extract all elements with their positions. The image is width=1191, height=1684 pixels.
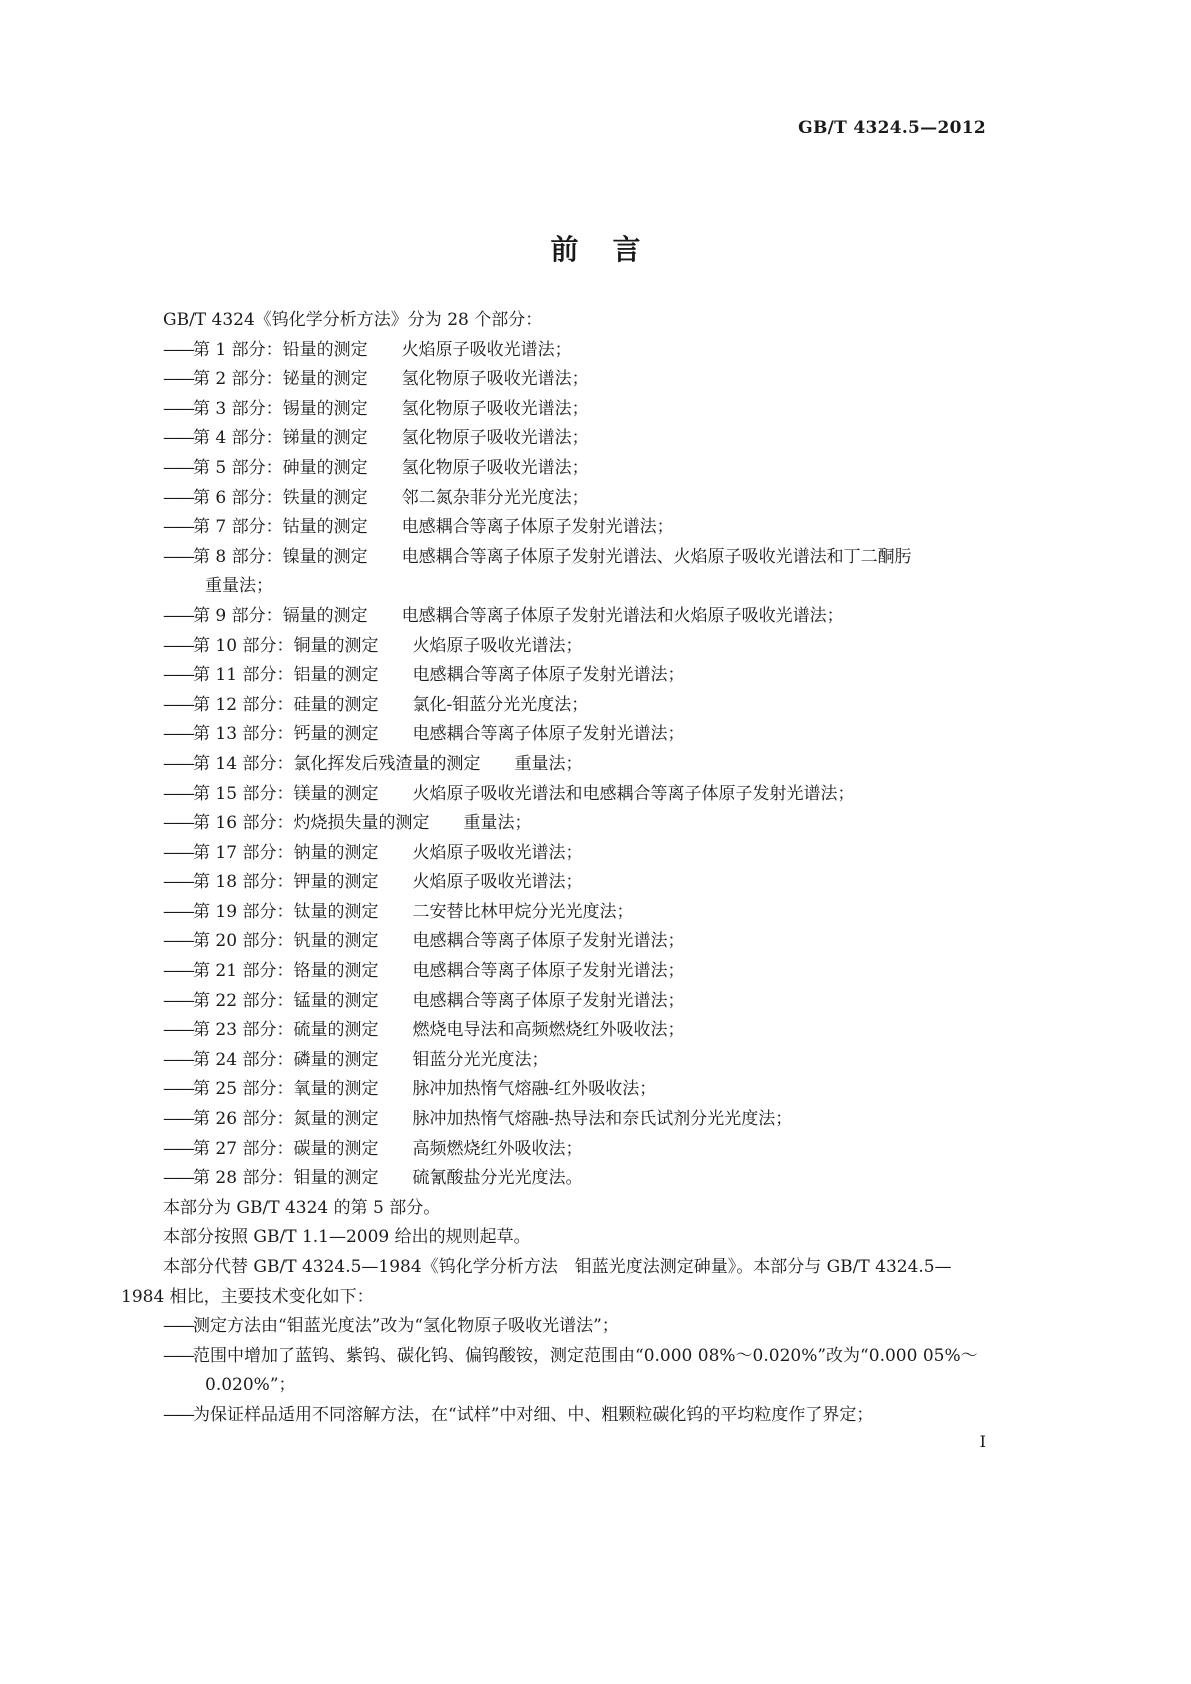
- dash-marker: ——: [163, 457, 193, 478]
- dash-marker: ——: [163, 694, 193, 715]
- dash-marker: ——: [163, 724, 193, 745]
- dash-marker: ——: [163, 1109, 193, 1130]
- intro-paragraph: GB/T 4324《钨化学分析方法》分为 28 个部分：: [163, 310, 543, 330]
- dash-marker: ——: [163, 1404, 193, 1425]
- part-item: [163, 691, 985, 721]
- part-label: 第 12 部分：硅量的测定: [193, 694, 379, 715]
- part-label: 第 22 部分：锰量的测定: [193, 990, 379, 1011]
- dash-marker: ——: [163, 339, 193, 360]
- dash-marker: ——: [163, 1049, 193, 1070]
- replace-paragraph-line: 1984 相比，主要技术变化如下：: [121, 1286, 374, 1307]
- part-item: [163, 1016, 985, 1046]
- part-label: 第 26 部分：氮量的测定: [193, 1109, 379, 1130]
- dash-marker: ——: [163, 605, 193, 626]
- part-method: 氢化物原子吸收光谱法；: [401, 398, 589, 419]
- part-item: [163, 484, 985, 514]
- dash-marker: ——: [163, 1316, 193, 1337]
- part-method: 脉冲加热惰气熔融-热导法和奈氏试剂分光光度法；: [412, 1109, 793, 1130]
- dash-marker: ——: [163, 990, 193, 1011]
- part-item: [163, 750, 985, 780]
- part-item: [163, 602, 985, 632]
- part-method: 电感耦合等离子体原子发射光谱法；: [412, 990, 685, 1011]
- dash-marker: ——: [163, 1079, 193, 1100]
- part-method: 氢化物原子吸收光谱法；: [401, 428, 589, 449]
- part-method: 火焰原子吸收光谱法和电感耦合等离子体原子发射光谱法；: [412, 783, 855, 804]
- part-method: 高频燃烧红外吸收法；: [412, 1138, 583, 1159]
- parts-list: [163, 336, 985, 1194]
- dash-marker: ——: [163, 546, 193, 567]
- part-label: 第 1 部分：铅量的测定: [193, 339, 368, 360]
- part-method: 氢化物原子吸收光谱法；: [401, 369, 589, 390]
- paragraphs: [163, 1194, 985, 1253]
- part-method: 邻二氮杂菲分光光度法；: [401, 487, 589, 508]
- part-item: [163, 395, 985, 425]
- part-method: 电感耦合等离子体原子发射光谱法；: [401, 517, 674, 538]
- part-item: [163, 809, 985, 839]
- paragraph: 本部分按照 GB/T 1.1—2009 给出的规则起草。: [163, 1227, 531, 1248]
- part-item: [163, 720, 985, 750]
- dash-marker: ——: [163, 1020, 193, 1041]
- part-item: [163, 661, 985, 691]
- dash-marker: ——: [163, 635, 193, 656]
- change-text: 为保证样品适用不同溶解方法，在“试样”中对细、中、粗颗粒碳化钨的平均粒度作了界定；: [193, 1404, 874, 1425]
- paragraph: 本部分为 GB/T 4324 的第 5 部分。: [163, 1197, 441, 1218]
- page-title: 前言: [550, 233, 675, 266]
- part-method: 电感耦合等离子体原子发射光谱法；: [412, 931, 685, 952]
- dash-marker: ——: [163, 842, 193, 863]
- part-item: [163, 987, 985, 1017]
- standard-number: GB/T 4324.5—2012: [798, 118, 986, 138]
- part-method: 氢化物原子吸收光谱法；: [401, 457, 589, 478]
- part-method: 重量法；: [463, 813, 532, 834]
- part-item: [163, 336, 985, 366]
- part-method: 电感耦合等离子体原子发射光谱法和火焰原子吸收光谱法；: [401, 605, 844, 626]
- part-method: 火焰原子吸收光谱法；: [412, 635, 583, 656]
- dash-marker: ——: [163, 783, 193, 804]
- part-label: 第 4 部分：锑量的测定: [193, 428, 368, 449]
- part-label: 第 5 部分：砷量的测定: [193, 457, 368, 478]
- part-item: [163, 632, 985, 662]
- change-item: [163, 1312, 985, 1342]
- part-method: 火焰原子吸收光谱法；: [412, 872, 583, 893]
- part-label: 第 9 部分：镉量的测定: [193, 605, 368, 626]
- part-method: 钼蓝分光光度法；: [412, 1049, 549, 1070]
- part-item: [163, 780, 985, 810]
- part-item: [163, 365, 985, 395]
- part-label: 第 11 部分：铝量的测定: [193, 665, 379, 686]
- part-method: 燃烧电导法和高频燃烧红外吸收法；: [412, 1020, 685, 1041]
- part-method: 火焰原子吸收光谱法；: [401, 339, 572, 360]
- part-item: [163, 868, 985, 898]
- changes-list: [163, 1312, 985, 1430]
- dash-marker: ——: [163, 1138, 193, 1159]
- dash-marker: ——: [163, 872, 193, 893]
- part-label: 第 18 部分：钾量的测定: [193, 872, 379, 893]
- part-method: 电感耦合等离子体原子发射光谱法；: [412, 665, 685, 686]
- part-item: [163, 454, 985, 484]
- part-method: 脉冲加热惰气熔融-红外吸收法；: [412, 1079, 657, 1100]
- part-label: 第 20 部分：钒量的测定: [193, 931, 379, 952]
- part-item: [163, 424, 985, 454]
- change-item: [163, 1342, 985, 1372]
- replace-paragraph-line: 本部分代替 GB/T 4324.5—1984《钨化学分析方法 钼蓝光度法测定砷量》。本部分与 GB/T 4324.5—: [163, 1257, 952, 1277]
- part-label: 第 15 部分：镁量的测定: [193, 783, 379, 804]
- dash-marker: ——: [163, 517, 193, 538]
- part-item: [163, 898, 985, 928]
- part-label: 第 14 部分：氯化挥发后残渣量的测定: [193, 753, 481, 774]
- dash-marker: ——: [163, 1168, 193, 1189]
- part-label: 第 8 部分：镍量的测定: [193, 546, 368, 567]
- part-item: [163, 1105, 985, 1135]
- dash-marker: ——: [163, 1345, 193, 1366]
- part-item: [163, 513, 985, 543]
- part-method: 氯化-钼蓝分光光度法；: [412, 694, 589, 715]
- change-text: 测定方法由“钼蓝光度法”改为“氢化物原子吸收光谱法”；: [193, 1316, 619, 1337]
- part-label: 第 28 部分：钼量的测定: [193, 1168, 379, 1189]
- part-label: 第 17 部分：钠量的测定: [193, 842, 379, 863]
- part-label: 第 24 部分：磷量的测定: [193, 1049, 379, 1070]
- part-label: 第 6 部分：铁量的测定: [193, 487, 368, 508]
- dash-marker: ——: [163, 487, 193, 508]
- dash-marker: ——: [163, 369, 193, 390]
- part-item: [163, 927, 985, 957]
- part-item: [163, 1046, 985, 1076]
- part-label: 第 13 部分：钙量的测定: [193, 724, 379, 745]
- part-label: 第 16 部分：灼烧损失量的测定: [193, 813, 430, 834]
- dash-marker: ——: [163, 931, 193, 952]
- part-item: [163, 543, 985, 573]
- part-item-continuation: 重量法；: [205, 576, 273, 597]
- dash-marker: ——: [163, 398, 193, 419]
- part-method: 电感耦合等离子体原子发射光谱法；: [412, 724, 685, 745]
- part-label: 第 7 部分：钴量的测定: [193, 517, 368, 538]
- part-method: 火焰原子吸收光谱法；: [412, 842, 583, 863]
- dash-marker: ——: [163, 901, 193, 922]
- part-method: 重量法；: [514, 753, 583, 774]
- dash-marker: ——: [163, 753, 193, 774]
- part-method: 二安替比林甲烷分光光度法；: [412, 901, 634, 922]
- part-label: 第 10 部分：铜量的测定: [193, 635, 379, 656]
- part-label: 第 23 部分：硫量的测定: [193, 1020, 379, 1041]
- part-method: 电感耦合等离子体原子发射光谱法、火焰原子吸收光谱法和丁二酮肟: [401, 546, 912, 567]
- change-item: [163, 1401, 985, 1431]
- document-body: [121, 306, 985, 1431]
- dash-marker: ——: [163, 813, 193, 834]
- part-label: 第 19 部分：钛量的测定: [193, 901, 379, 922]
- part-item: [163, 1164, 985, 1194]
- change-text: 范围中增加了蓝钨、紫钨、碳化钨、偏钨酸铵，测定范围由“0.000 08%～0.020%”改为“0.000 05%～: [193, 1345, 978, 1366]
- change-item-continuation: 0.020%”；: [205, 1375, 296, 1396]
- dash-marker: ——: [163, 665, 193, 686]
- dash-marker: ——: [163, 428, 193, 449]
- part-item: [163, 839, 985, 869]
- part-label: 第 27 部分：碳量的测定: [193, 1138, 379, 1159]
- part-item: [163, 1135, 985, 1165]
- part-item: [163, 957, 985, 987]
- dash-marker: ——: [163, 961, 193, 982]
- part-label: 第 25 部分：氧量的测定: [193, 1079, 379, 1100]
- page-number: I: [979, 1432, 986, 1451]
- part-label: 第 3 部分：锡量的测定: [193, 398, 368, 419]
- part-label: 第 21 部分：铬量的测定: [193, 961, 379, 982]
- part-label: 第 2 部分：铋量的测定: [193, 369, 368, 390]
- part-method: 硫氰酸盐分光光度法。: [412, 1168, 583, 1189]
- part-method: 电感耦合等离子体原子发射光谱法；: [412, 961, 685, 982]
- part-item: [163, 1075, 985, 1105]
